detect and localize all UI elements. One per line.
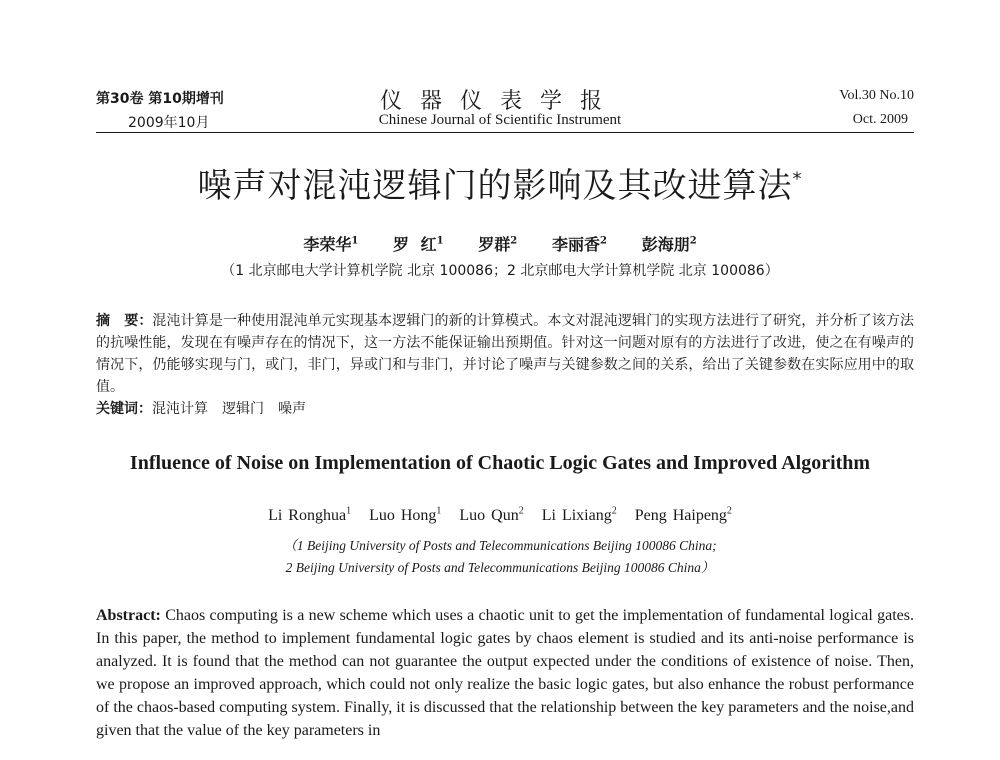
author-en: Li Lixiang$^2$ (541, 506, 617, 525)
abstract-cn-label: 摘 要： (96, 313, 153, 329)
paper-title-cn (0, 158, 1000, 207)
author-en: Luo Hong$^1$ (369, 506, 442, 525)
author-cn: 李荣华$^1$ (303, 235, 359, 254)
affiliation-cn: （1 北京邮电大学计算机学院 北京 100086；2 北京邮电大学计算机学院 北京 100086） (221, 263, 779, 279)
abstract-en-text: Chaos computing is a new scheme which uses a chaotic unit to get the implementation of fundamental logical gates. In this paper, the method to implement fundamental logic gates by chaos element is studied and its anti-noise performance is analyzed. It is found that the method can not guarantee the output expected under the conditions of existence of noise. Then, we propose an improved approach, which could not only realize the basic logic gates, but also enhance the robust performance of the chaos-based computing system. Finally, it is discussed that the relationship between the key parameters and the noise,and given that the value of the key parameters in (96, 607, 915, 739)
author-cn: 李丽香$^2$ (551, 235, 607, 254)
volume-number-en: Vol.30 No.10 (839, 88, 914, 103)
affiliation-en-line2: 2 Beijing University of Posts and Telecommunications Beijing 100086 China） (285, 560, 715, 575)
header-rule (96, 132, 914, 133)
abstract-en-label: Abstract: (96, 607, 161, 624)
author-en: Peng Haipeng$^2$ (634, 506, 732, 525)
abstract-cn-text: 混沌计算是一种使用混沌单元实现基本逻辑门的新的计算模式。本文对混沌逻辑门的实现方法进行了研究，并分析了该方法的抗噪性能，发现在有噪声存在的情况下，这一方法不能保证输出预期值。针对这一问题对原有的方法进行了改进，使之在有噪声的情况下，仍能够实现与门，或门，非门，异或门和与非门，并讨论了噪声与关键参数之间的关系，给出了关键参数在实际应用中的取值。 (96, 313, 914, 395)
author-cn: 彭海朋$^2$ (641, 235, 697, 254)
publication-date-cn: 2009年10月 (128, 115, 210, 131)
author-en: Li Ronghua$^1$ (268, 506, 352, 525)
authors-cn (0, 232, 1000, 255)
title-cn-text: 噪声对混沌逻辑门的影响及其改进算法 (197, 166, 793, 206)
paper-title-en: Influence of Noise on Implementation of Chaotic Logic Gates and Improved Algorithm (129, 452, 871, 474)
keywords-cn-label: 关键词： (96, 401, 152, 417)
journal-title-cn: 仪器仪表学报 (379, 89, 620, 114)
publication-date-en: Oct. 2009 (852, 112, 908, 127)
author-cn: 罗群$^2$ (478, 235, 518, 254)
title-footnote-mark: * (792, 168, 803, 190)
volume-issue: 第30卷 第10期增刊 (96, 91, 224, 107)
affiliation-en-line1: （1 Beijing University of Posts and Telecommunications Beijing 100086 China; (283, 538, 717, 553)
author-en: Luo Qun$^2$ (459, 506, 524, 525)
abstract-en (96, 604, 914, 742)
keywords-cn-text: 混沌计算 逻辑门 噪声 (152, 401, 306, 417)
author-cn: 罗 红$^1$ (393, 235, 444, 254)
journal-title-en: Chinese Journal of Scientific Instrument (378, 112, 622, 128)
keywords-cn (96, 398, 306, 418)
abstract-cn (96, 310, 914, 398)
authors-en (0, 506, 1000, 525)
